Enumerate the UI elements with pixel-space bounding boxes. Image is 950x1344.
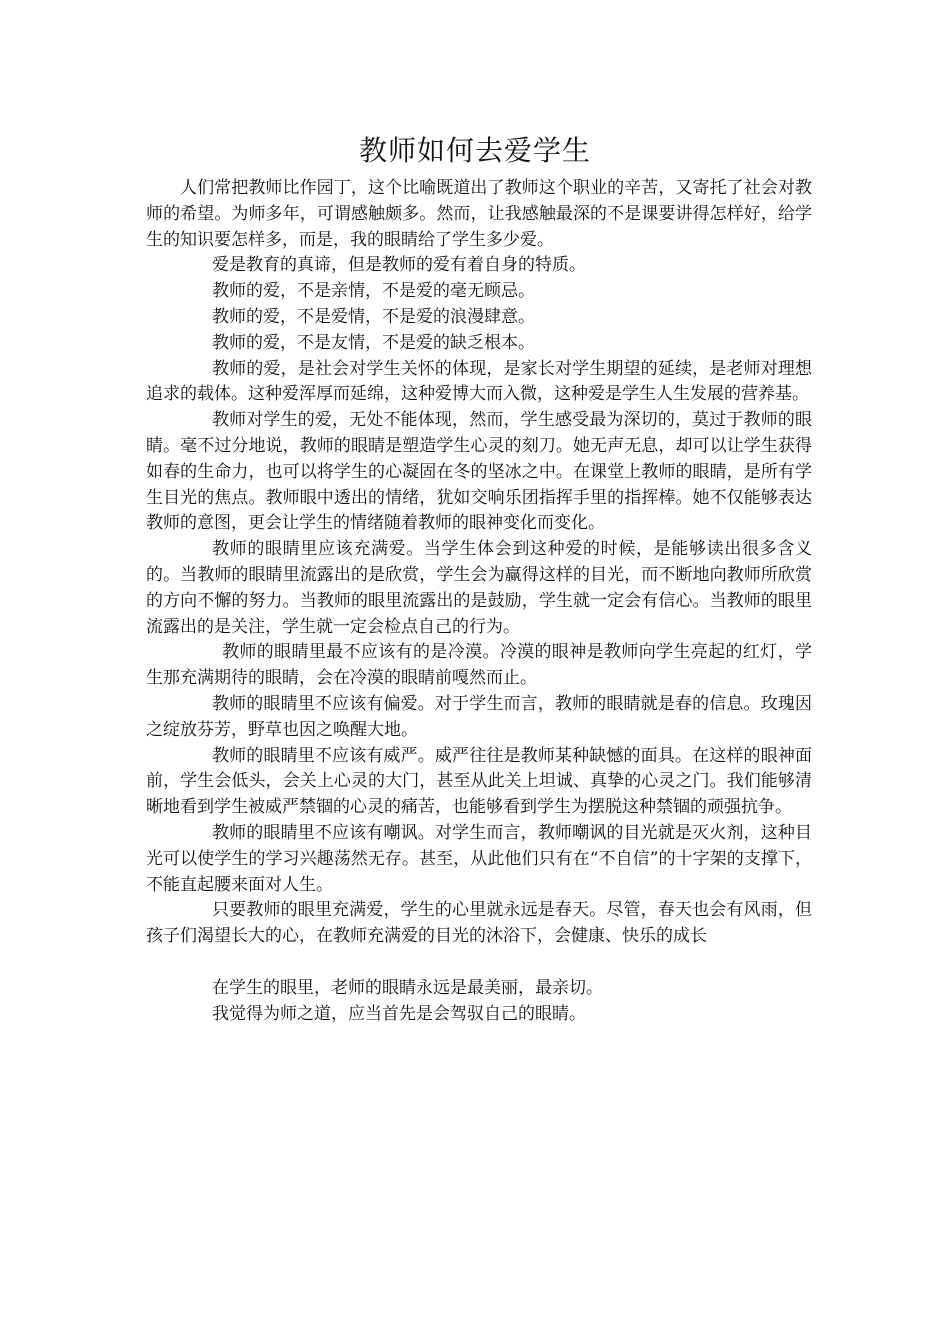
paragraph-essence: 爱是教育的真谛，但是教师的爱有着自身的特质。 (212, 255, 586, 276)
paragraph-not-kinship: 教师的爱，不是亲情，不是爱的毫无顾忌。 (212, 281, 535, 302)
paragraph-conclusion: 我觉得为师之道，应当首先是会驾驭自己的眼睛。 (212, 1003, 586, 1024)
paragraph-teacher-love: 教师的爱，是社会对学生关怀的体现，是家长对学生期望的延续，是老师对理想追求的载体。这种爱浑厚而延绵，这种爱博大而入微，这种爱是学生人生发展的营养基。 (146, 358, 812, 405)
document-body (146, 176, 812, 1027)
paragraph-not-friendship: 教师的爱，不是友情，不是爱的缺乏根本。 (212, 332, 535, 353)
paragraph-eyes-sternness: 教师的眼睛里不应该有威严。威严往往是教师某种缺憾的面具。在这样的眼神面前，学生会低头，会关上心灵的大门，甚至从此关上坦诚、真挚的心灵之门。我们能够清晰地看到学生被威严禁锢的心灵的痛苦，也能够看到学生为摆脱这种禁锢的顽强抗争。 (146, 745, 812, 818)
paragraph-eyes-mockery: 教师的眼睛里不应该有嘲讽。对学生而言，教师嘲讽的目光就是灭火剂，这种目光可以使学生的学习兴趣荡然无存。甚至，从此他们只有在“不自信”的十字架的支撑下，不能直起腰来面对人生。 (146, 822, 812, 895)
paragraph-eyes-indifference: 教师的眼睛里最不应该有的是冷漠。冷漠的眼神是教师向学生亮起的红灯，学生那充满期待的眼睛，会在冷漠的眼睛前嘎然而止。 (146, 642, 812, 689)
paragraph-eyes-love: 教师的眼睛里应该充满爱。当学生体会到这种爱的时候，是能够读出很多含义的。当教师的眼睛里流露出的是欣赏，学生会为赢得这样的目光，而不断地向教师所欣赏的方向不懈的努力。当教师的眼里流露出的是鼓励，学生就一定会有信心。当教师的眼里流露出的是关注，学生就一定会检点自己的行为。 (146, 539, 812, 637)
paragraph-not-romance: 教师的爱，不是爱情，不是爱的浪漫肆意。 (212, 306, 535, 327)
paragraph-spring: 只要教师的眼里充满爱，学生的心里就永远是春天。尽管，春天也会有风雨，但孩子们渴望长大的心，在教师充满爱的目光的沐浴下，会健康、快乐的成长 (146, 900, 812, 947)
paragraph-eyes-favoritism: 教师的眼睛里不应该有偏爱。对于学生而言，教师的眼睛就是春的信息。玫瑰因之绽放芬芳，野草也因之唤醒大地。 (146, 693, 812, 740)
paragraph-intro: 人们常把教师比作园丁，这个比喻既道出了教师这个职业的辛苦，又寄托了社会对教师的希望。为师多年，可谓感触颇多。然而，让我感触最深的不是课要讲得怎样好，给学生的知识要怎样多，而是，我的眼睛给了学生多少爱。 (146, 178, 812, 250)
paragraph-most-beautiful: 在学生的眼里，老师的眼睛永远是最美丽，最亲切。 (212, 977, 603, 998)
document-title: 教师如何去爱学生 (358, 134, 591, 167)
blank-line (146, 950, 812, 976)
paragraph-teacher-eyes: 教师对学生的爱，无处不能体现，然而，学生感受最为深切的，莫过于教师的眼睛。毫不过分地说，教师的眼睛是塑造学生心灵的刻刀。她无声无息，却可以让学生获得如春的生命力，也可以将学生的心凝固在冬的坚冰之中。在课堂上教师的眼睛，是所有学生目光的焦点。教师眼中透出的情绪，犹如交响乐团指挥手里的指挥棒。她不仅能够表达教师的意图，更会让学生的情绪随着教师的眼神变化而变化。 (146, 410, 812, 534)
